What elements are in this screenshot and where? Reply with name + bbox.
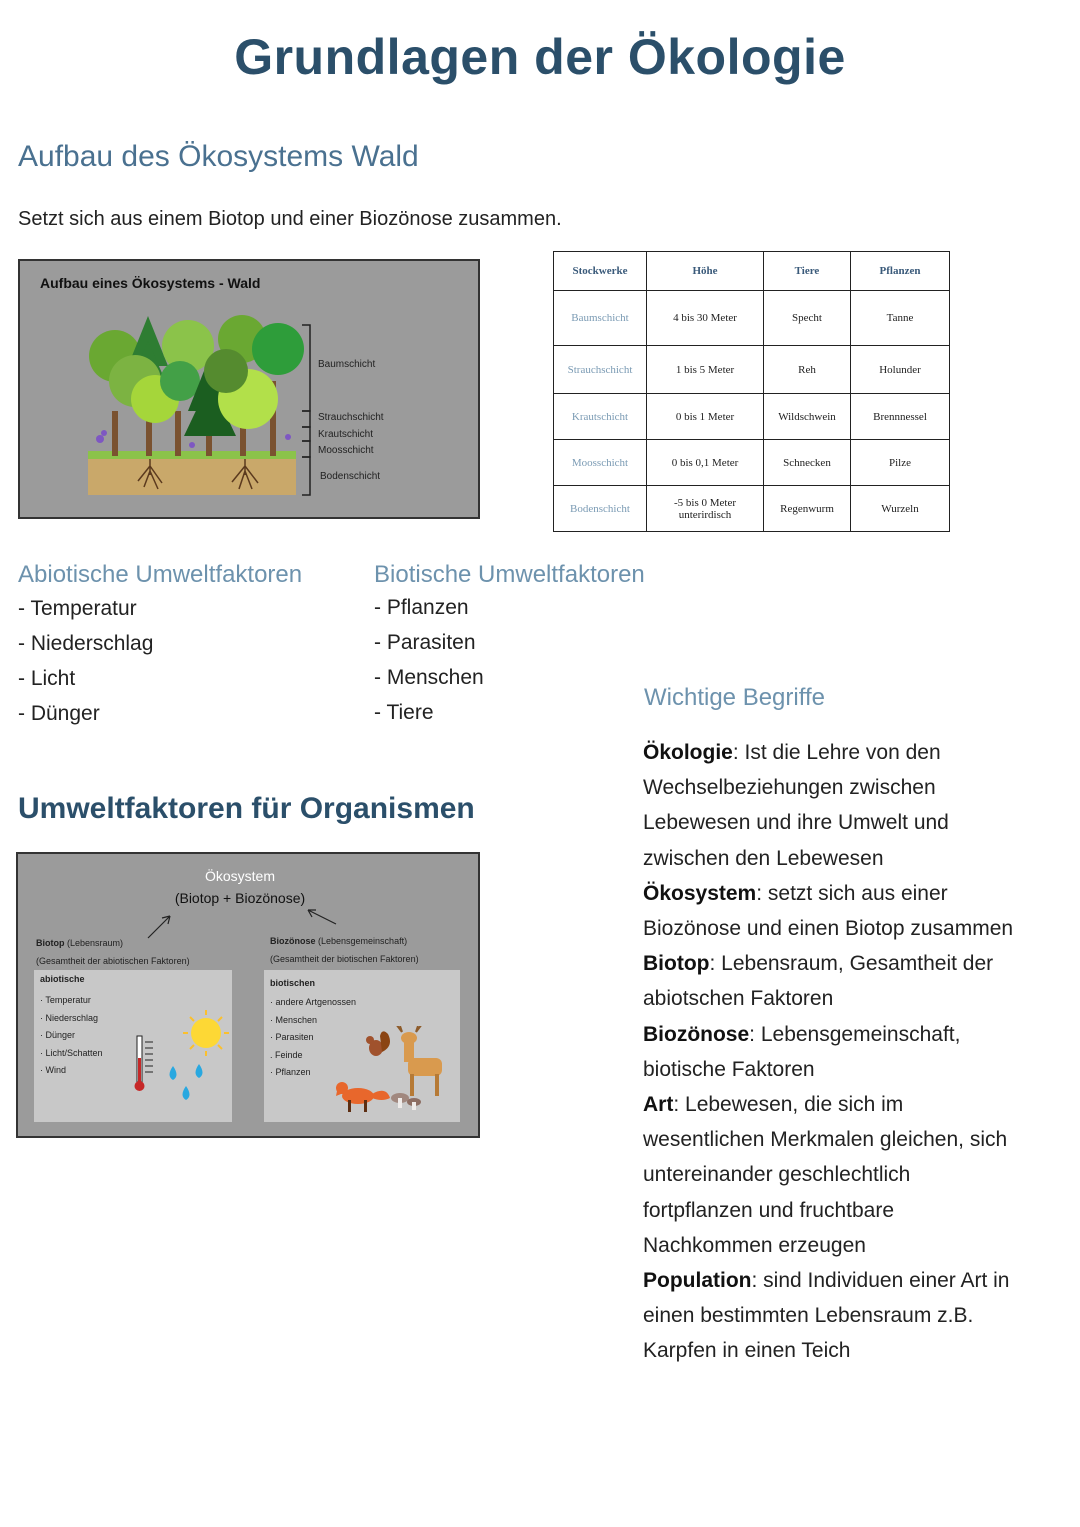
list-item: - Temperatur — [18, 597, 137, 620]
list-item: · Parasiten — [270, 1032, 314, 1042]
list-item: · Dünger — [40, 1030, 76, 1040]
deer-icon — [396, 1026, 442, 1096]
table-cell: Wurzeln — [851, 486, 950, 532]
list-item: - Dünger — [18, 702, 100, 725]
forest-illustration — [20, 261, 478, 517]
table-cell: Specht — [764, 291, 851, 346]
list-item: - Niederschlag — [18, 632, 154, 655]
layer-label-bodenschicht: Bodenschicht — [320, 471, 381, 482]
glossary-term: Art — [643, 1093, 674, 1117]
abiotic-panel-list — [40, 992, 103, 1080]
sun-icon — [183, 1010, 229, 1056]
organism-factors-figure — [16, 852, 480, 1138]
list-item: · Menschen — [270, 1014, 318, 1025]
table-cell: Krautschicht — [554, 394, 647, 440]
glossary-entry — [643, 1263, 1023, 1369]
list-item: · Wind — [40, 1065, 67, 1075]
list-item: · andere Artgenossen — [270, 997, 357, 1007]
table-cell: Bodenschicht — [554, 486, 647, 532]
list-item: - Pflanzen — [374, 596, 469, 619]
table-header-cell: Tiere — [764, 252, 851, 291]
layer-label-strauchschicht: Strauchschicht — [318, 412, 384, 423]
list-item: - Licht — [18, 667, 76, 690]
table-cell: Strauchschicht — [554, 346, 647, 394]
table-cell: 0 bis 1 Meter — [647, 394, 764, 440]
glossary-entry — [643, 735, 1023, 876]
table-row — [554, 486, 950, 532]
glossary-term: Biotop — [643, 952, 710, 976]
table-cell: 1 bis 5 Meter — [647, 346, 764, 394]
ecosystem-heading: Aufbau des Ökosystems Wald — [18, 140, 419, 173]
table-cell: Wildschwein — [764, 394, 851, 440]
glossary-entry — [643, 1017, 1023, 1087]
table-cell: -5 bis 0 Meter unterirdisch — [647, 486, 764, 532]
list-item: · Temperatur — [40, 995, 91, 1005]
glossary-term: Ökosystem — [643, 881, 757, 905]
mushroom-icon — [391, 1093, 421, 1110]
list-item: - Tiere — [374, 701, 434, 724]
glossary-entry — [643, 946, 1023, 1016]
abiotic-panel-title: abiotische — [40, 974, 85, 984]
table-cell: Regenwurm — [764, 486, 851, 532]
biotic-heading: Biotische Umweltfaktoren — [374, 561, 645, 588]
ecosystem-label: Ökosystem — [204, 868, 275, 884]
glossary-term: Biozönose — [643, 1022, 750, 1046]
table-cell: Pilze — [851, 440, 950, 486]
biozoenose-subtitle: (Gesamtheit der biotischen Faktoren) — [270, 954, 419, 964]
table-cell: Tanne — [851, 291, 950, 346]
ecosystem-sub-label: (Biotop + Biozönose) — [174, 890, 306, 906]
table-cell: Moosschicht — [554, 440, 647, 486]
table-cell: Baumschicht — [554, 291, 647, 346]
soil-layer — [88, 457, 296, 495]
layer-label-baumschicht: Baumschicht — [318, 359, 376, 370]
biotic-list — [374, 590, 484, 730]
table-cell: Reh — [764, 346, 851, 394]
table-cell: Holunder — [851, 346, 950, 394]
glossary-term: Population — [643, 1269, 752, 1293]
table-header-cell: Pflanzen — [851, 252, 950, 291]
glossary — [643, 735, 1023, 1369]
biotic-panel-title: biotischen — [270, 978, 316, 988]
biotop-subtitle: (Gesamtheit der abiotischen Faktoren) — [36, 956, 190, 966]
forest-layers-table — [553, 251, 950, 532]
glossary-entry — [643, 1087, 1023, 1263]
table-row — [554, 394, 950, 440]
list-item: · Niederschlag — [40, 1012, 99, 1023]
table-cell: 4 bis 30 Meter — [647, 291, 764, 346]
list-item: . Feinde — [270, 1049, 303, 1060]
glossary-definition: : Lebewesen, die sich im wesentlichen Merkmalen gleichen, sich untereinander geschlechtlich fortpflanzen und fruchtbare Nachkommen erzeugen — [643, 1093, 1008, 1257]
forest-figure-title: Aufbau eines Ökosystems - Wald — [40, 275, 261, 291]
glossary-entry — [643, 876, 1023, 946]
table-row — [554, 440, 950, 486]
glossary-definition: : setzt sich aus einer Biozönose und einen Biotop zusammen — [643, 881, 1014, 941]
table-header-cell: Höhe — [647, 252, 764, 291]
biotic-panel — [264, 970, 460, 1122]
list-item: - Parasiten — [374, 631, 476, 654]
squirrel-icon — [366, 1031, 390, 1056]
glossary-heading: Wichtige Begriffe — [644, 684, 825, 711]
glossary-definition: : Ist die Lehre von den Wechselbeziehungen zwischen Lebewesen und ihre Umwelt und zwischen den Lebewesen — [643, 741, 949, 870]
ecosystem-intro: Setzt sich aus einem Biotop und einer Biozönose zusammen. — [18, 208, 562, 230]
list-item: - Menschen — [374, 666, 484, 689]
forest-ecosystem-figure — [18, 259, 480, 519]
glossary-definition: : sind Individuen einer Art in einen bestimmten Lebensraum z.B. Karpfen in einen Teich — [643, 1269, 1010, 1363]
list-item: · Licht/Schatten — [40, 1047, 103, 1058]
glossary-term: Ökologie — [643, 741, 733, 764]
abiotic-list — [18, 591, 153, 731]
glossary-definition: : Lebensgemeinschaft, biotische Faktoren — [643, 1022, 961, 1081]
table-cell: Schnecken — [764, 440, 851, 486]
abiotic-panel — [34, 970, 232, 1122]
fox-icon — [336, 1082, 390, 1112]
abiotic-heading: Abiotische Umweltfaktoren — [18, 561, 303, 588]
page-title: Grundlagen der Ökologie — [234, 29, 846, 85]
organisms-heading: Umweltfaktoren für Organismen — [18, 792, 475, 825]
biotop-title: Biotop (Lebensraum) — [36, 938, 124, 948]
biozoenose-title: Biozönose (Lebensgemeinschaft) — [270, 936, 408, 946]
table-cell: Brennnessel — [851, 394, 950, 440]
table-header-row — [554, 252, 950, 291]
layer-label-krautschicht: Krautschicht — [318, 429, 374, 440]
water-drops-icon — [170, 1064, 203, 1100]
list-item: · Pflanzen — [270, 1067, 311, 1077]
table-cell: 0 bis 0,1 Meter — [647, 440, 764, 486]
table-row — [554, 346, 950, 394]
thermometer-icon — [135, 1036, 154, 1091]
layer-label-moosschicht: Moosschicht — [318, 445, 374, 456]
table-row — [554, 291, 950, 346]
glossary-definition: : Lebensraum, Gesamtheit der abiotschen Faktoren — [643, 952, 994, 1011]
table-header-cell: Stockwerke — [554, 252, 647, 291]
